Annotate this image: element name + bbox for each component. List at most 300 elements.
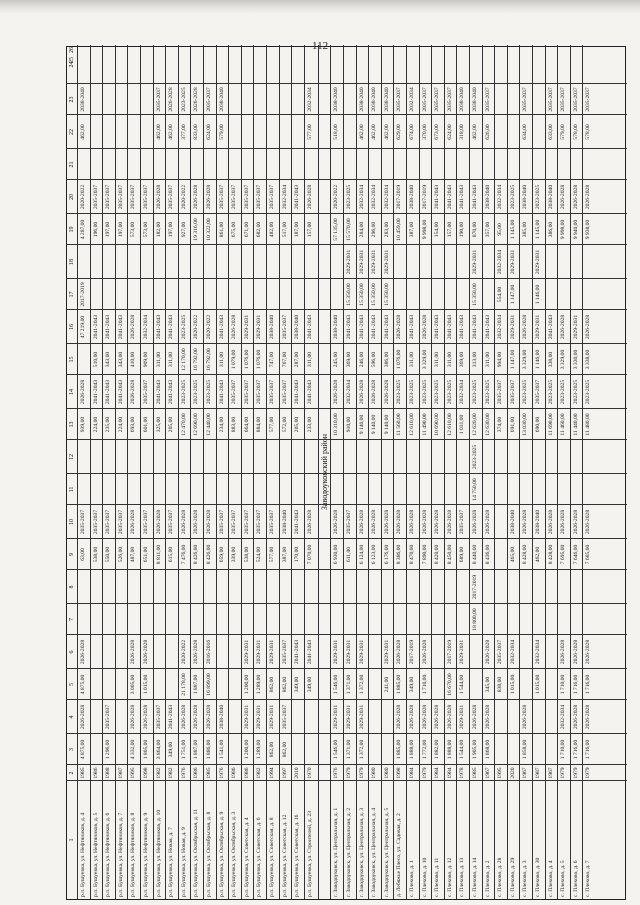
- value-cell: 2035-2037: [396, 87, 403, 112]
- value-cell: [78, 604, 90, 635]
- value-cell: 538,00: [243, 546, 250, 563]
- value-cell: [483, 279, 495, 310]
- value-cell: [128, 45, 140, 84]
- value-cell: [445, 279, 457, 310]
- value-cell: 2032-2034: [560, 704, 567, 730]
- value-cell: [242, 604, 254, 635]
- value-cell: [242, 570, 254, 604]
- value-cell: 465,00: [509, 546, 516, 563]
- value-cell: 2029-2031: [346, 639, 352, 665]
- value-cell: 2026-2028: [522, 314, 529, 340]
- value-cell: [166, 570, 178, 604]
- value-cell: 1984: [409, 767, 415, 779]
- value-cell: 1 146,00: [535, 349, 541, 370]
- value-cell: [267, 279, 279, 310]
- address-cell: д. Лебяжье Плесо, ул. Садовая, д. 2: [396, 813, 403, 897]
- value-cell: [128, 440, 140, 474]
- value-cell: 196,00: [92, 221, 99, 238]
- value-cell: 2038-2040: [358, 87, 365, 112]
- table-row: [178, 45, 191, 899]
- value-cell: 2026-2028: [383, 379, 390, 405]
- value-cell: 2035-2037: [281, 314, 288, 340]
- value-cell: [457, 149, 469, 180]
- value-cell: 2035-2037: [346, 509, 352, 535]
- value-cell: [154, 570, 166, 604]
- value-cell: 510,00: [92, 351, 99, 368]
- value-cell: [91, 279, 103, 310]
- value-cell: 2026-2028: [80, 379, 86, 405]
- table-row: [77, 45, 90, 899]
- value-cell: 2023-2025: [193, 379, 200, 405]
- value-cell: 2029-2031: [371, 249, 378, 275]
- value-cell: 2035-2037: [585, 87, 592, 112]
- value-cell: 187,00: [294, 221, 301, 238]
- address-cell: р.п. Бушуевка, ул. Нефтяников, д. 6: [105, 812, 112, 897]
- value-cell: [103, 604, 115, 635]
- value-cell: [229, 604, 241, 635]
- column-header: 7: [68, 618, 75, 621]
- value-cell: 283,00: [383, 221, 390, 238]
- value-cell: 296,00: [371, 221, 378, 238]
- table-row: [393, 45, 406, 899]
- value-cell: [457, 474, 469, 505]
- value-cell: [242, 115, 254, 149]
- value-cell: [305, 245, 317, 279]
- value-cell: [508, 734, 520, 765]
- value-cell: [292, 474, 304, 505]
- value-cell: 675,00: [231, 221, 238, 238]
- value-cell: [154, 245, 166, 279]
- value-cell: 349,00: [306, 676, 313, 693]
- value-cell: 2023-2025: [206, 379, 212, 405]
- value-cell: [116, 149, 128, 180]
- value-cell: [91, 669, 103, 700]
- value-cell: 994,00: [497, 351, 504, 368]
- value-cell: [141, 84, 153, 115]
- value-cell: 1 710,00: [560, 674, 567, 695]
- value-cell: 2026-2028: [306, 509, 313, 535]
- value-cell: 884,00: [256, 416, 263, 433]
- column-header: 19: [68, 226, 75, 233]
- value-cell: [495, 505, 507, 539]
- value-cell: [103, 635, 115, 669]
- value-cell: [229, 440, 241, 474]
- value-cell: 862,00: [281, 676, 288, 693]
- value-cell: [495, 539, 507, 570]
- value-cell: 6 930,00: [333, 544, 340, 565]
- value-cell: [344, 604, 356, 635]
- value-cell: 2029-2031: [383, 249, 390, 275]
- value-cell: 939,00: [80, 416, 86, 433]
- value-cell: 12 620,00: [472, 413, 478, 436]
- value-cell: 2032-2034: [281, 184, 288, 210]
- value-cell: [166, 604, 178, 635]
- value-cell: 2026-2028: [472, 704, 478, 730]
- value-cell: 2041-2043: [547, 314, 554, 340]
- value-cell: 626,00: [484, 124, 491, 140]
- value-cell: 1987: [535, 767, 541, 779]
- value-cell: [217, 669, 229, 700]
- value-cell: 311,00: [155, 351, 162, 368]
- value-cell: [420, 279, 432, 310]
- value-cell: 8 470,00: [409, 544, 415, 565]
- value-cell: 579,00: [560, 124, 567, 140]
- value-cell: 2035-2037: [231, 509, 238, 535]
- address-cell: р.п. Бушуевка, ул. Нефтяников, д. 4: [80, 812, 86, 897]
- value-cell: 2041-2043: [306, 639, 313, 665]
- table-row: [469, 45, 482, 899]
- value-cell: 2026-2028: [560, 184, 567, 210]
- value-cell: [533, 604, 545, 635]
- value-cell: [166, 474, 178, 505]
- column-header: 17: [68, 291, 75, 298]
- value-cell: 387,00: [281, 546, 288, 563]
- value-cell: [508, 604, 520, 635]
- value-cell: 1 147,00: [509, 284, 516, 305]
- value-cell: [254, 149, 266, 180]
- column-divider: [67, 668, 627, 669]
- value-cell: 2023-2025: [472, 444, 478, 470]
- value-cell: [369, 149, 381, 180]
- column-header: 22: [68, 129, 75, 135]
- value-cell: [445, 440, 457, 474]
- value-cell: 2041-2043: [472, 314, 478, 340]
- value-cell: 12 470,00: [180, 413, 187, 436]
- column-header: 26: [68, 47, 75, 53]
- value-cell: 2029-2031: [459, 704, 466, 730]
- table-row: [304, 45, 317, 899]
- value-cell: 1979: [421, 767, 428, 779]
- value-cell: 2041-2043: [218, 379, 225, 405]
- table-row: [279, 45, 292, 899]
- value-cell: [305, 700, 317, 734]
- value-cell: [191, 474, 203, 505]
- value-cell: [583, 604, 595, 635]
- value-cell: [217, 149, 229, 180]
- value-cell: [128, 474, 140, 505]
- value-cell: 2035-2037: [535, 379, 541, 405]
- value-cell: [369, 570, 381, 604]
- table-row: [165, 45, 178, 899]
- value-cell: 2041-2043: [294, 184, 301, 210]
- column-header: 4: [68, 715, 75, 719]
- value-cell: 8 386,00: [396, 544, 403, 565]
- value-cell: [508, 474, 520, 505]
- value-cell: 2029-2031: [572, 314, 579, 340]
- value-cell: 1982: [256, 767, 263, 779]
- value-cell: 2026-2028: [306, 184, 313, 210]
- value-cell: 2035-2037: [497, 639, 504, 665]
- table-row: [582, 45, 595, 899]
- value-cell: 2038-2040: [383, 87, 390, 112]
- value-cell: 2032-2034: [143, 314, 149, 340]
- value-cell: [583, 474, 595, 505]
- value-cell: 2029-2031: [256, 704, 263, 730]
- value-cell: 2029-2031: [269, 704, 275, 730]
- value-cell: 462,00: [535, 546, 541, 563]
- value-cell: [179, 604, 191, 635]
- value-cell: 2023-2025: [522, 379, 529, 405]
- value-cell: [116, 570, 128, 604]
- value-cell: 8 420,00: [434, 544, 441, 565]
- value-cell: 11 460,00: [560, 413, 567, 436]
- address-cell: с. Плехово, д. 6: [572, 860, 579, 897]
- value-cell: [394, 149, 406, 180]
- address-cell: с. Плехово, д. 13: [459, 857, 466, 897]
- value-cell: [394, 604, 406, 635]
- value-cell: [204, 570, 216, 604]
- column-divider: [67, 343, 627, 344]
- value-cell: 374,00: [497, 416, 504, 433]
- value-cell: 2032-2034: [497, 184, 504, 210]
- value-cell: 633,00: [547, 124, 554, 140]
- value-cell: [305, 149, 317, 180]
- table-row: [456, 45, 469, 899]
- value-cell: [508, 84, 520, 115]
- value-cell: 311,00: [168, 351, 175, 368]
- value-cell: [103, 115, 115, 149]
- address-cell: с. Плехово, д. 12: [446, 857, 453, 897]
- value-cell: [191, 149, 203, 180]
- value-cell: 2029-2031: [333, 704, 340, 730]
- value-cell: 197,00: [168, 221, 175, 238]
- value-cell: 2020-2022: [80, 184, 86, 210]
- value-cell: [520, 279, 532, 310]
- value-cell: 2035-2037: [269, 379, 275, 405]
- value-cell: [191, 279, 203, 310]
- value-cell: 689,00: [459, 546, 466, 563]
- table-row: [431, 45, 444, 899]
- value-cell: [394, 474, 406, 505]
- value-cell: 2035-2037: [572, 87, 579, 112]
- value-cell: 2026-2028: [572, 639, 579, 665]
- value-cell: 2026-2028: [585, 184, 592, 210]
- value-cell: 3 329,00: [560, 349, 567, 370]
- address-cell: р.п. Бушуевка, ул. Советская, д. 16: [294, 814, 301, 897]
- value-cell: [254, 45, 266, 84]
- column-header: 25: [68, 57, 75, 63]
- value-cell: [495, 570, 507, 604]
- value-cell: 2029-2031: [383, 639, 390, 665]
- value-cell: [457, 440, 469, 474]
- value-cell: [394, 279, 406, 310]
- address-cell: г. Заводоуковск, ул. Центральная, д. 2: [346, 807, 352, 897]
- address-cell: с. Плехово, д. 4: [547, 860, 554, 897]
- value-cell: 462,00: [383, 124, 390, 140]
- value-cell: 3 329,00: [421, 349, 428, 370]
- value-cell: [344, 84, 356, 115]
- value-cell: 2032-2034: [535, 639, 541, 665]
- value-cell: 1 031,00: [459, 414, 466, 435]
- value-cell: [457, 279, 469, 310]
- value-cell: [520, 604, 532, 635]
- value-cell: [116, 279, 128, 310]
- table-row: [381, 45, 394, 899]
- value-cell: 2023-2025: [396, 379, 403, 405]
- value-cell: 1985: [80, 767, 86, 779]
- address-cell: р.п. Бушуевка, ул. Нефтяников, д. 10: [155, 809, 162, 897]
- value-cell: 10 459,00: [396, 218, 403, 241]
- value-cell: 1 200,00: [243, 674, 250, 695]
- value-cell: [166, 669, 178, 700]
- column-header: 13: [68, 421, 75, 428]
- value-cell: 2041-2043: [92, 379, 99, 405]
- value-cell: [229, 635, 241, 669]
- value-cell: 1 079,00: [231, 349, 238, 370]
- value-cell: [103, 440, 115, 474]
- value-cell: [141, 279, 153, 310]
- value-cell: [432, 635, 444, 669]
- address-cell: с. Плехово, д. 5: [560, 860, 567, 897]
- value-cell: 838,00: [497, 676, 504, 693]
- value-cell: [217, 570, 229, 604]
- value-cell: [229, 245, 241, 279]
- value-cell: [91, 45, 103, 84]
- value-cell: [357, 474, 369, 505]
- value-cell: [179, 149, 191, 180]
- value-cell: [217, 474, 229, 505]
- value-cell: 2041-2043: [155, 379, 162, 405]
- value-cell: 8 436,00: [484, 544, 491, 565]
- value-cell: [546, 734, 558, 765]
- value-cell: 325,00: [155, 416, 162, 433]
- value-cell: [382, 440, 394, 474]
- value-cell: 2032-2034: [383, 184, 390, 210]
- value-cell: 1 296,00: [105, 739, 112, 760]
- value-cell: 577,00: [269, 416, 275, 433]
- value-cell: 2026-2028: [193, 87, 200, 112]
- value-cell: [141, 245, 153, 279]
- value-cell: [546, 700, 558, 734]
- value-cell: [432, 604, 444, 635]
- value-cell: [254, 279, 266, 310]
- value-cell: 1 544,00: [459, 674, 466, 695]
- value-cell: 13 030,00: [522, 413, 529, 436]
- table-row: [494, 45, 507, 899]
- value-cell: [141, 149, 153, 180]
- value-cell: 2026-2028: [130, 704, 137, 730]
- value-cell: 2026-2028: [130, 639, 137, 665]
- value-cell: 2029-2031: [358, 639, 365, 665]
- value-cell: 2026-2028: [585, 704, 592, 730]
- value-cell: [432, 440, 444, 474]
- value-cell: 1978: [459, 767, 466, 779]
- column-header: 24: [68, 61, 75, 68]
- value-cell: [533, 474, 545, 505]
- value-cell: [292, 245, 304, 279]
- value-cell: 2026-2028: [484, 509, 491, 535]
- value-cell: 338,00: [547, 351, 554, 368]
- value-cell: 2035-2037: [143, 509, 149, 535]
- value-cell: 1 015,00: [535, 674, 541, 695]
- value-cell: [116, 115, 128, 149]
- value-cell: 2026-2028: [522, 509, 529, 535]
- value-cell: 15 350,00: [371, 283, 378, 306]
- value-cell: 1 015,00: [509, 674, 516, 695]
- value-cell: 1967: [484, 767, 491, 779]
- value-cell: [229, 279, 241, 310]
- column-divider: [67, 114, 627, 115]
- value-cell: 1 716,00: [585, 674, 592, 695]
- value-cell: [420, 474, 432, 505]
- value-cell: [229, 700, 241, 734]
- value-cell: 833,00: [193, 124, 200, 140]
- value-cell: 2041-2043: [346, 314, 352, 340]
- value-cell: 3 338,00: [585, 349, 592, 370]
- value-cell: [242, 245, 254, 279]
- value-cell: 1 886,00: [206, 739, 212, 760]
- value-cell: 671,00: [243, 221, 250, 238]
- value-cell: [571, 279, 583, 310]
- value-cell: 2041-2043: [168, 314, 175, 340]
- value-cell: 2041-2043: [117, 379, 124, 405]
- column-divider: [67, 278, 627, 279]
- value-cell: 2035-2037: [105, 509, 112, 535]
- value-cell: [91, 604, 103, 635]
- value-cell: 1988: [105, 767, 112, 779]
- value-cell: 3 005,00: [130, 674, 137, 695]
- value-cell: [344, 474, 356, 505]
- value-cell: [533, 45, 545, 84]
- value-cell: [78, 570, 90, 604]
- value-cell: 154,00: [434, 221, 441, 238]
- column-header: 5: [68, 683, 75, 686]
- value-cell: [292, 570, 304, 604]
- value-cell: 2023-2025: [180, 314, 187, 340]
- value-cell: 2041-2043: [294, 379, 301, 405]
- value-cell: 343,00: [117, 351, 124, 368]
- value-cell: 624,00: [446, 124, 453, 140]
- table-row: [140, 45, 153, 899]
- value-cell: 2023-2025: [180, 379, 187, 405]
- value-cell: 2026-2028: [446, 509, 453, 535]
- value-cell: 16 792,00: [206, 348, 212, 371]
- value-cell: [217, 440, 229, 474]
- value-cell: [91, 245, 103, 279]
- value-cell: [533, 734, 545, 765]
- value-cell: 2041-2043: [294, 639, 301, 665]
- value-cell: 2038-2040: [484, 184, 491, 210]
- value-cell: [546, 245, 558, 279]
- value-cell: 2026-2028: [585, 314, 592, 340]
- value-cell: 1986: [243, 767, 250, 779]
- value-cell: [242, 279, 254, 310]
- value-cell: 2038-2040: [333, 87, 340, 112]
- value-cell: 2026-2028: [421, 509, 428, 535]
- value-cell: [179, 474, 191, 505]
- value-cell: 2029-2031: [346, 704, 352, 730]
- value-cell: [445, 604, 457, 635]
- value-cell: 1 905,00: [472, 739, 478, 760]
- value-cell: 1998: [396, 767, 403, 779]
- value-cell: 2035-2037: [231, 379, 238, 405]
- table-row: [368, 45, 381, 899]
- value-cell: [571, 604, 583, 635]
- value-cell: [432, 245, 444, 279]
- value-cell: [78, 344, 90, 375]
- value-cell: 311,00: [434, 351, 441, 368]
- value-cell: [546, 669, 558, 700]
- address-cell: р.п. Бушуевка, ул. Строителей, д. 23: [306, 810, 313, 897]
- value-cell: 9 938,00: [585, 219, 592, 240]
- value-cell: 2026-2028: [333, 509, 340, 535]
- value-cell: [369, 734, 381, 765]
- value-cell: 2038-2040: [459, 87, 466, 112]
- value-cell: [91, 149, 103, 180]
- value-cell: 1979: [358, 767, 365, 779]
- value-cell: 11 490,00: [421, 413, 428, 436]
- value-cell: 2026-2028: [409, 704, 415, 730]
